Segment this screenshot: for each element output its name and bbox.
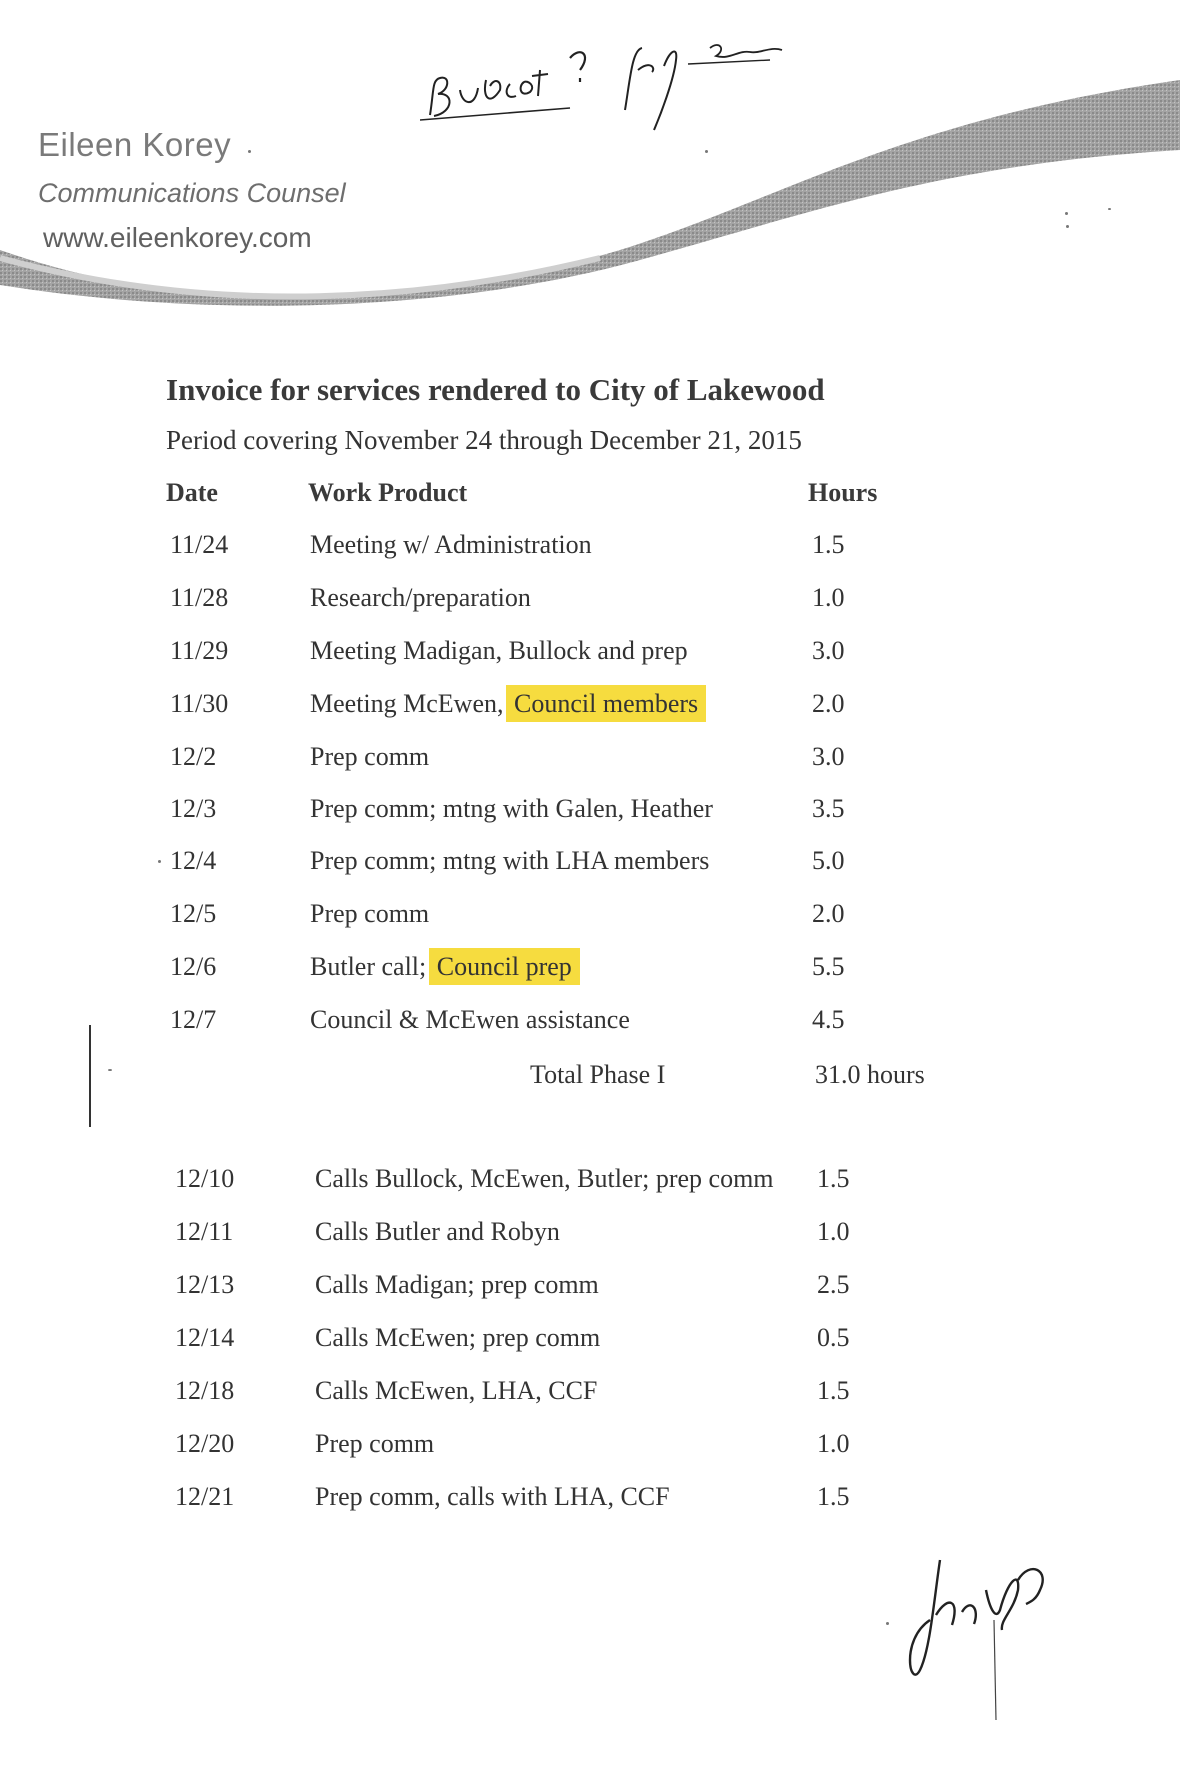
table-row: [0, 583, 1200, 623]
row-date: 12/2: [170, 742, 217, 771]
row-hours: 3.0: [812, 636, 845, 665]
row-date: 12/14: [175, 1323, 235, 1352]
table-row: [0, 794, 1200, 834]
table-row: [0, 1217, 1200, 1257]
scan-speck: [886, 1622, 889, 1625]
signature-initials: [890, 1520, 1090, 1720]
handwritten-note: [420, 20, 880, 140]
row-date: 12/7: [170, 1005, 217, 1034]
row-work-text: Butler call;: [310, 952, 427, 981]
letterhead-website: www.eileenkorey.com: [43, 222, 312, 253]
row-date: 12/11: [175, 1217, 234, 1246]
row-date: 12/18: [175, 1376, 235, 1405]
table-row: [0, 1482, 1200, 1522]
table-row: [0, 846, 1200, 886]
row-work: [310, 689, 706, 719]
row-work-text: Meeting McEwen,: [310, 689, 504, 718]
row-hours: 0.5: [817, 1323, 850, 1352]
row-date: 11/30: [170, 689, 229, 718]
row-work: Calls McEwen, LHA, CCF: [315, 1376, 598, 1405]
row-work: Calls Bullock, McEwen, Butler; prep comm: [315, 1164, 774, 1193]
letterhead-tagline: Communications Counsel: [38, 178, 346, 208]
row-hours: 3.5: [812, 794, 845, 823]
invoice-period: Period covering November 24 through December 21, 2015: [166, 425, 802, 455]
highlighted-text: Council prep: [429, 948, 580, 985]
row-hours: 1.5: [817, 1164, 850, 1193]
table-row: [0, 742, 1200, 782]
row-date: 11/28: [170, 583, 229, 612]
row-work: Council & McEwen assistance: [310, 1005, 630, 1034]
row-work: Calls McEwen; prep comm: [315, 1323, 601, 1352]
row-hours: 1.5: [817, 1376, 850, 1405]
row-work: Prep comm; mtng with Galen, Heather: [310, 794, 713, 823]
scan-speck: [1065, 212, 1068, 215]
table-row: [0, 1164, 1200, 1204]
highlighted-text: Council members: [506, 685, 706, 722]
table-row: [0, 636, 1200, 676]
row-date: 12/3: [170, 794, 217, 823]
row-date: 12/4: [170, 846, 217, 875]
row-work: Calls Madigan; prep comm: [315, 1270, 599, 1299]
total-phase-value: 31.0 hours: [815, 1060, 925, 1089]
total-phase-label: Total Phase I: [530, 1060, 666, 1089]
row-work: Prep comm, calls with LHA, CCF: [315, 1482, 670, 1511]
row-date: 12/10: [175, 1164, 235, 1193]
row-date: 11/29: [170, 636, 229, 665]
table-row: [0, 1376, 1200, 1416]
scan-speck: [705, 150, 708, 153]
row-work: Prep comm: [310, 742, 430, 771]
row-hours: 3.0: [812, 742, 845, 771]
row-work: Research/preparation: [310, 583, 531, 612]
header-work-product: Work Product: [308, 478, 468, 507]
row-date: 11/24: [170, 530, 229, 559]
row-date: 12/5: [170, 899, 217, 928]
table-row: [0, 1005, 1200, 1045]
row-date: 12/21: [175, 1482, 235, 1511]
row-date: 12/6: [170, 952, 217, 981]
row-work: Meeting w/ Administration: [310, 530, 592, 559]
letterhead-name: Eileen Korey: [38, 126, 232, 163]
header-date: Date: [166, 478, 218, 507]
table-row: [0, 1323, 1200, 1363]
table-row: [0, 952, 1200, 992]
row-hours: 2.0: [812, 689, 845, 718]
scan-speck: [108, 1069, 112, 1071]
row-date: 12/20: [175, 1429, 235, 1458]
row-hours: 1.5: [817, 1482, 850, 1511]
table-row: [0, 1270, 1200, 1310]
margin-mark: [89, 1025, 91, 1127]
table-row: [0, 530, 1200, 570]
row-work: Prep comm: [310, 899, 430, 928]
row-work: Meeting Madigan, Bullock and prep: [310, 636, 688, 665]
scan-speck: [1108, 208, 1111, 210]
row-work: Prep comm: [315, 1429, 435, 1458]
row-hours: 1.0: [817, 1429, 850, 1458]
scan-speck: [158, 860, 161, 863]
row-hours: 2.0: [812, 899, 845, 928]
table-row: [0, 689, 1200, 729]
row-hours: 2.5: [817, 1270, 850, 1299]
invoice-title: Invoice for services rendered to City of Lakewood: [166, 372, 825, 407]
row-date: 12/13: [175, 1270, 235, 1299]
row-work: Prep comm; mtng with LHA members: [310, 846, 710, 875]
scan-speck: [1066, 225, 1069, 228]
row-hours: 1.0: [812, 583, 845, 612]
row-hours: 5.0: [812, 846, 845, 875]
header-hours: Hours: [808, 478, 878, 507]
row-hours: 1.0: [817, 1217, 850, 1246]
row-hours: 4.5: [812, 1005, 845, 1034]
table-row: [0, 899, 1200, 939]
row-work: Calls Butler and Robyn: [315, 1217, 560, 1246]
table-row: [0, 1429, 1200, 1469]
row-hours: 5.5: [812, 952, 845, 981]
row-hours: 1.5: [812, 530, 845, 559]
row-work: [310, 952, 580, 982]
scan-speck: [248, 150, 251, 153]
